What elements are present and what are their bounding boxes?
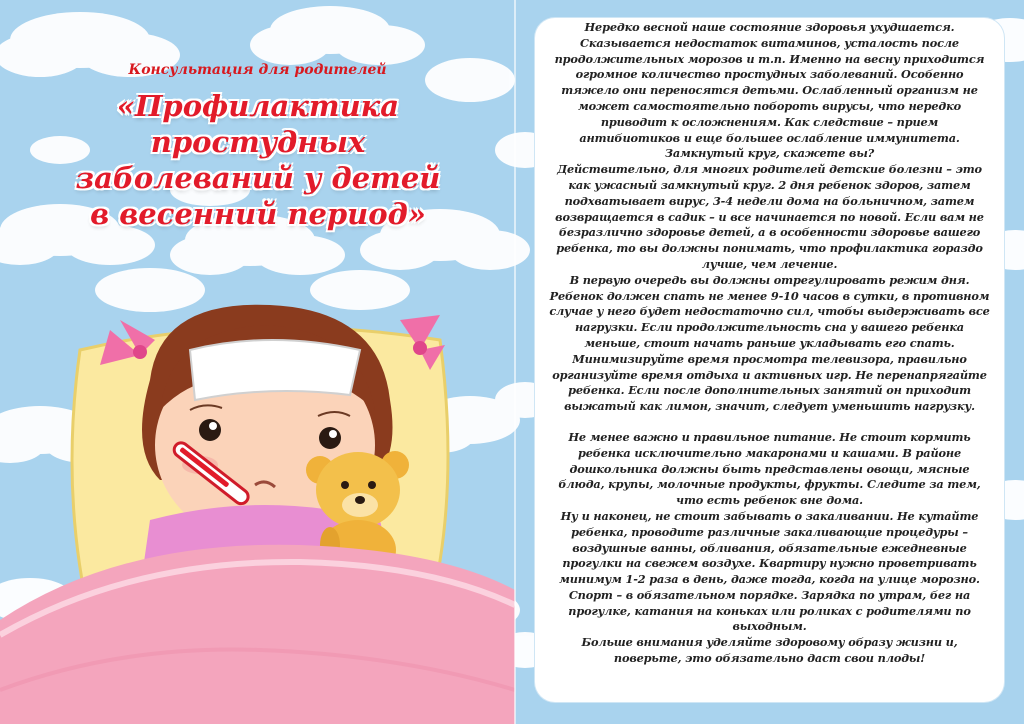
forehead-compress-icon — [190, 340, 360, 400]
title-line-3: в весенний период» — [90, 197, 426, 231]
consultation-text-panel — [535, 18, 1004, 702]
paragraph-3: В первую очередь вы должны отрегулировать режим дня. Ребенок должен спать не менее 9-10 часов в сутки, в противном случае у него будет недостаточно сил, чтобы выдерживать все нагрузки. Если продолжительность сна у вашего ребенка меньше, стоит начать раньше укладывать его спать. Минимизируйте время просмотра телевизора, правильно организуйте время отдыха и активных игр. Не перенапрягайте ребенка. Если после дополнительных занятий он приходит выжатый как лимон, значит, следует уменьшить нагрузку. — [549, 272, 990, 414]
paragraph-2: Действительно, для многих родителей детские болезни – это как ужасный замкнутый круг. 2 дня ребенок здоров, затем подхватывает вирус, 3-4 недели дома на больничном, затем возвращается в садик – и все начинается по новой. Если вам не безразлично здоровье детей, а в особенности здоровье вашего ребенка, то вы должны понимать, что профилактика гораздо лучше, чем лечение. — [555, 162, 984, 271]
consultation-subtitle: Консультация для родителей — [128, 62, 387, 78]
page-divider — [514, 0, 516, 724]
pink-blanket — [0, 545, 515, 724]
title-line-2: заболеваний у детей — [75, 161, 441, 195]
paragraph-4: Не менее важно и правильное питание. Не стоит кормить ребенка исключительно макаронами и кашами. В районе дошкольника должны быть представлены овощи, мясные блюда, крупы, молочные продукты, фрукты. Следите за тем, что есть ребенок вне дома. — [558, 429, 981, 508]
paragraph-6: Больше внимания уделяйте здоровому образу жизни и, поверьте, это обязательно даст свои плоды! — [581, 635, 958, 666]
title-line-1: «Профилактика простудных — [116, 89, 400, 159]
sick-child-illustration — [0, 290, 515, 724]
paragraph-1: Нередко весной наше состояние здоровья ухудшается. Сказывается недостаток витаминов, усталость после продолжительных морозов и т.п. Именно на весну приходится огромное количество простудных заболеваний. Особенно тяжело они переносятся детьми. Ослабленный организм не может самостоятельно побороть вирусы, что нередко приводит к осложнениям. Как следствие – прием антибиотиков и еще большее ослабление иммунитета. Замкнутый круг, скажете вы? — [554, 20, 985, 161]
document-title — [18, 88, 498, 232]
paragraph-5: Ну и наконец, не стоит забывать о закаливании. Не кутайте ребенка, проводите различные закаливающие процедуры – воздушные ванны, обливания, обязательные ежедневные прогулки на свежем воздухе. Квартиру нужно проветривать минимум 1-2 раза в день, даже тогда, когда на улице морозно. Спорт – в обязательном порядке. Зарядка по утрам, бег на прогулке, катания на коньках или роликах с родителями по выходным. — [559, 508, 980, 634]
